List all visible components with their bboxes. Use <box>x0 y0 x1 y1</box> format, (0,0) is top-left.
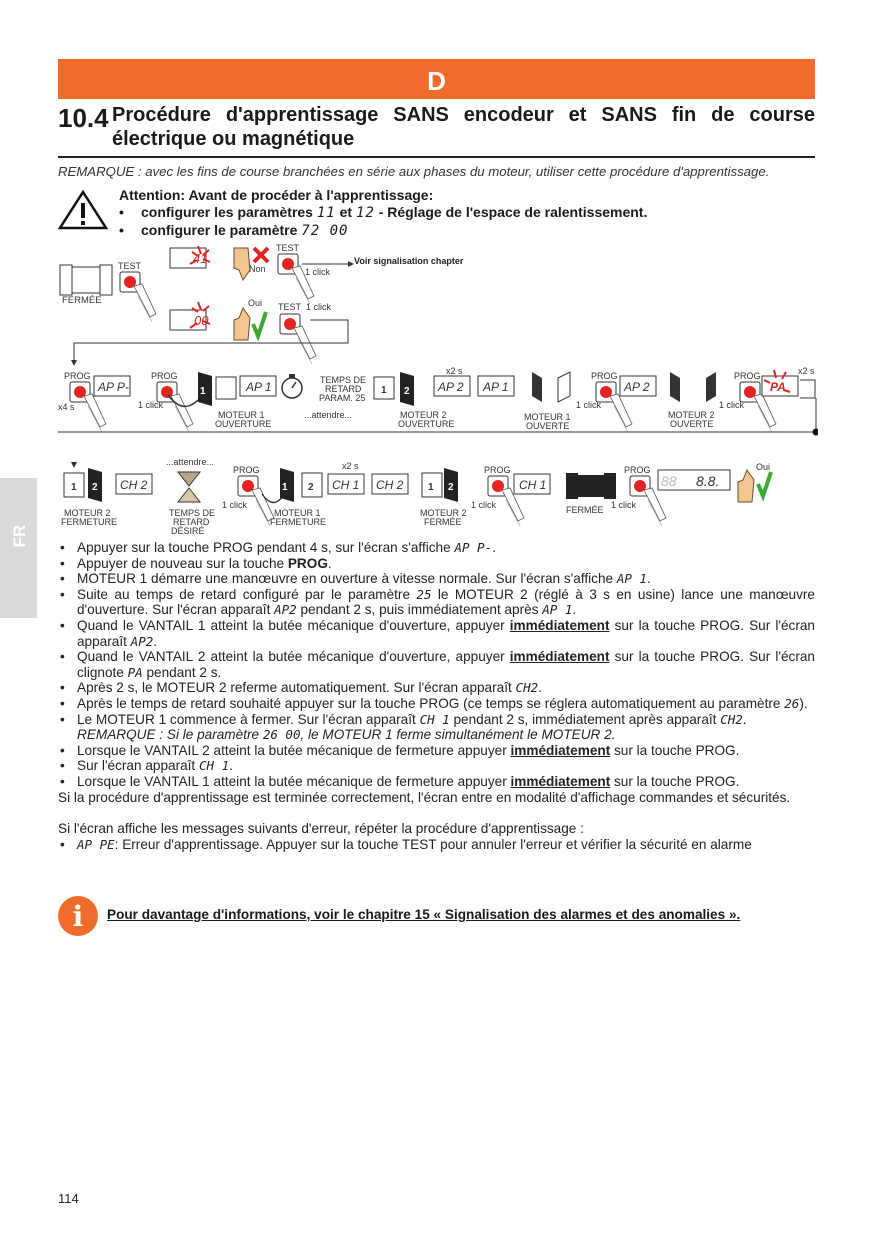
one-click-label: 1 click <box>222 500 248 510</box>
list-item: • Après 2 s, le MOTEUR 2 referme automatiquement. Sur l'écran apparaît CH2. <box>58 680 815 696</box>
hourglass-icon <box>178 472 200 502</box>
param-display: 11 <box>316 205 336 221</box>
list-item: • Le MOTEUR 1 commence à fermer. Sur l'écran apparaît CH 1 pendant 2 s, immédiatement après apparaît CH2. REMARQUE : Si le paramètre 26 00, le MOTEUR 1 ferme simultanément le MOTEUR 2. <box>58 712 815 743</box>
display-ch2: CH 2 <box>376 478 404 492</box>
moteur2-fermee: FERMÉE <box>424 517 462 527</box>
non-label: Non <box>249 264 266 274</box>
error-item: • AP PE: Erreur d'apprentissage. Appuyer sur la touche TEST pour annuler l'erreur et vérifier la sécurité en alarme <box>58 837 815 853</box>
thumbs-up-icon <box>738 470 754 502</box>
prog-label: PROG <box>624 465 651 475</box>
page-number: 114 <box>58 1191 79 1206</box>
attention-text: configurer les paramètres <box>141 204 317 220</box>
remark-text: REMARQUE : avec les fins de course branchées en série aux phases du moteur, utiliser cette procédure d'apprentissage. <box>58 164 770 179</box>
voir-signalisation: Voir signalisation chapter <box>354 256 464 266</box>
list-item: • Après le temps de retard souhaité appuyer sur la touche PROG (ce temps se réglera automatiquement au paramètre 26). <box>58 696 815 712</box>
fermee-label: FERMÉE <box>566 505 604 515</box>
procedure-steps <box>58 540 815 852</box>
one-click-label: 1 click <box>138 400 164 410</box>
moteur2-ouverte: MOTEUR 2 <box>668 410 715 420</box>
info-link[interactable]: Pour davantage d'informations, voir le chapitre 15 « Signalisation des alarmes et des anomalies ». <box>107 907 741 922</box>
display-88: 88 <box>661 473 677 489</box>
oui-label: Oui <box>248 298 263 308</box>
attention-block <box>119 187 647 240</box>
moteur2-ouverte: OUVERTE <box>670 419 714 429</box>
x2s-label: x2 s <box>798 366 815 376</box>
moteur2-fermeture: FERMETURE <box>61 517 117 527</box>
info-icon: i <box>58 896 98 936</box>
title-rule <box>58 156 815 158</box>
prog-label: PROG <box>734 371 761 381</box>
x2s-label: x2 s <box>342 461 359 471</box>
leaf-number: 2 <box>92 482 98 493</box>
x4s-label: x4 s <box>58 402 75 412</box>
leaf-number: 2 <box>404 386 410 397</box>
one-click-label: 1 click <box>471 500 497 510</box>
oui-label: Oui <box>756 462 771 472</box>
temps-retard-label: PARAM. 25 <box>319 393 366 403</box>
leaf-number: 1 <box>428 482 434 493</box>
moteur2-fermeture: MOTEUR 2 <box>64 508 111 518</box>
red-cross-icon <box>254 248 268 262</box>
temps-retard-label: TEMPS DE <box>320 375 367 385</box>
list-item: • Quand le VANTAIL 2 atteint la butée mécanique d'ouverture, appuyer immédiatement sur la touche PROG. Sur l'écran clignote PA pendant 2 s. <box>58 649 815 680</box>
procedure-diagram <box>58 240 818 540</box>
error-intro: Si l'écran affiche les messages suivants d'erreur, répéter la procédure d'apprentissage : <box>58 821 584 837</box>
display-ch1: CH 1 <box>332 478 360 492</box>
one-click-label: 1 click <box>611 500 637 510</box>
display-ch1: CH 1 <box>519 478 547 492</box>
display-ap2: AP 2 <box>438 380 464 394</box>
list-item: • Appuyer de nouveau sur la touche PROG. <box>58 556 815 572</box>
thumbs-up-icon <box>234 308 250 340</box>
list-item: • Lorsque le VANTAIL 2 atteint la butée mécanique de fermeture appuyer immédiatement sur la touche PROG. <box>58 743 815 759</box>
one-click-label: 1 click <box>719 400 745 410</box>
attention-text: - Réglage de l'espace de ralentissement. <box>374 204 648 220</box>
list-item: • Suite au temps de retard configuré par le paramètre 25 le MOTEUR 2 (réglé à 3 s en usine) lance une manœuvre d'ouverture. Sur l'écran apparaît AP2 pendant 2 s, puis immédiatement après AP 1. <box>58 587 815 618</box>
temps-retard-label: RETARD <box>325 384 362 394</box>
leaf-number: 2 <box>448 482 454 493</box>
display-ch2: CH 2 <box>120 478 148 492</box>
attention-text: et <box>335 204 356 220</box>
green-check-icon <box>253 312 266 336</box>
page-title: Procédure d'apprentissage SANS encodeur et SANS fin de course électrique ou magnétique <box>112 104 815 150</box>
prog-label: PROG <box>64 371 91 381</box>
test-button-icon <box>278 254 314 304</box>
leaf-number: 1 <box>200 386 206 397</box>
leaf-number: 1 <box>71 482 77 493</box>
list-item: • MOTEUR 1 démarre une manœuvre en ouverture à vitesse normale. Sur l'écran s'affiche AP 1. <box>58 571 815 587</box>
moteur2-fermee: MOTEUR 2 <box>420 508 467 518</box>
attendre-label: ...attendre... <box>304 410 353 420</box>
display-ap2: AP 2 <box>624 380 650 394</box>
section-number: 10.4 <box>58 103 109 133</box>
test-button-icon <box>120 272 156 322</box>
one-click-label: 1 click <box>305 267 331 277</box>
language-label: FR <box>10 524 29 548</box>
display-00: 00 <box>194 313 209 328</box>
attention-item <box>119 204 647 222</box>
sub-remark: REMARQUE : Si le paramètre 26 00, le MOTEUR 1 ferme simultanément le MOTEUR 2. <box>77 727 616 743</box>
test-label: TEST <box>276 243 300 253</box>
success-text: Si la procédure d'apprentissage est terminée correctement, l'écran entre en modalité d'affichage commandes et sécurités. <box>58 789 791 805</box>
moteur1-ouverte: MOTEUR 1 <box>524 412 571 422</box>
test-label: TEST <box>278 302 302 312</box>
fermee-label: FERMÉE <box>62 295 102 306</box>
prog-label: PROG <box>233 465 260 475</box>
stopwatch-icon <box>282 374 302 398</box>
moteur1-ouverte: OUVERTE <box>526 421 570 431</box>
temps-desire-label: DÉSIRÉ <box>171 526 205 536</box>
moteur1-fermeture: MOTEUR 1 <box>274 508 321 518</box>
x2s-label: x2 s <box>446 366 463 376</box>
attention-heading: Attention: Avant de procéder à l'apprentissage: <box>119 187 434 203</box>
list-item: • Quand le VANTAIL 1 atteint la butée mécanique d'ouverture, appuyer immédiatement sur la touche PROG. Sur l'écran apparaît AP2. <box>58 618 815 649</box>
leaf-number: 2 <box>308 482 314 493</box>
display-ap1: AP 1 <box>483 380 509 394</box>
attention-text: configurer le paramètre <box>141 222 302 238</box>
attention-item <box>119 222 647 240</box>
moteur2-ouverture: MOTEUR 2 <box>400 410 447 420</box>
list-item: • Lorsque le VANTAIL 1 atteint la butée mécanique de fermeture appuyer immédiatement sur la touche PROG. <box>58 774 815 790</box>
list-item: • Appuyer sur la touche PROG pendant 4 s, sur l'écran s'affiche AP P-. <box>58 540 815 556</box>
test-button-icon <box>280 314 316 364</box>
param-display: 72 00 <box>301 223 349 239</box>
leaf-number: 1 <box>282 482 288 493</box>
section-letter: D <box>427 66 446 96</box>
prog-label: PROG <box>591 371 618 381</box>
language-side-tab <box>0 478 37 618</box>
thumbs-down-icon <box>234 248 250 280</box>
moteur1-ouverture: OUVERTURE <box>215 419 272 429</box>
moteur2-ouverture: OUVERTURE <box>398 419 455 429</box>
leaf-number: 1 <box>381 385 387 396</box>
display-final: 8.8. <box>696 473 720 489</box>
moteur1-fermeture: FERMETURE <box>270 517 326 527</box>
test-label: TEST <box>118 261 142 271</box>
one-click-label: 1 click <box>576 400 602 410</box>
param-display: 12 <box>355 205 375 221</box>
prog-label: PROG <box>484 465 511 475</box>
display-ap-p: AP P- <box>98 380 129 394</box>
section-band <box>58 59 815 99</box>
green-check-icon <box>758 472 771 496</box>
list-item: • Sur l'écran apparaît CH 1. <box>58 758 815 774</box>
display-41: 41 <box>193 251 208 266</box>
display-ap1: AP 1 <box>246 380 272 394</box>
temps-desire-label: TEMPS DE <box>169 508 216 518</box>
display-pa: PA <box>770 380 786 394</box>
warning-icon <box>58 190 108 230</box>
temps-desire-label: RETARD <box>173 517 210 527</box>
prog-label: PROG <box>151 371 178 381</box>
attendre-label: ...attendre... <box>166 457 215 467</box>
moteur1-ouverture: MOTEUR 1 <box>218 410 265 420</box>
one-click-label: 1 click <box>306 302 332 312</box>
